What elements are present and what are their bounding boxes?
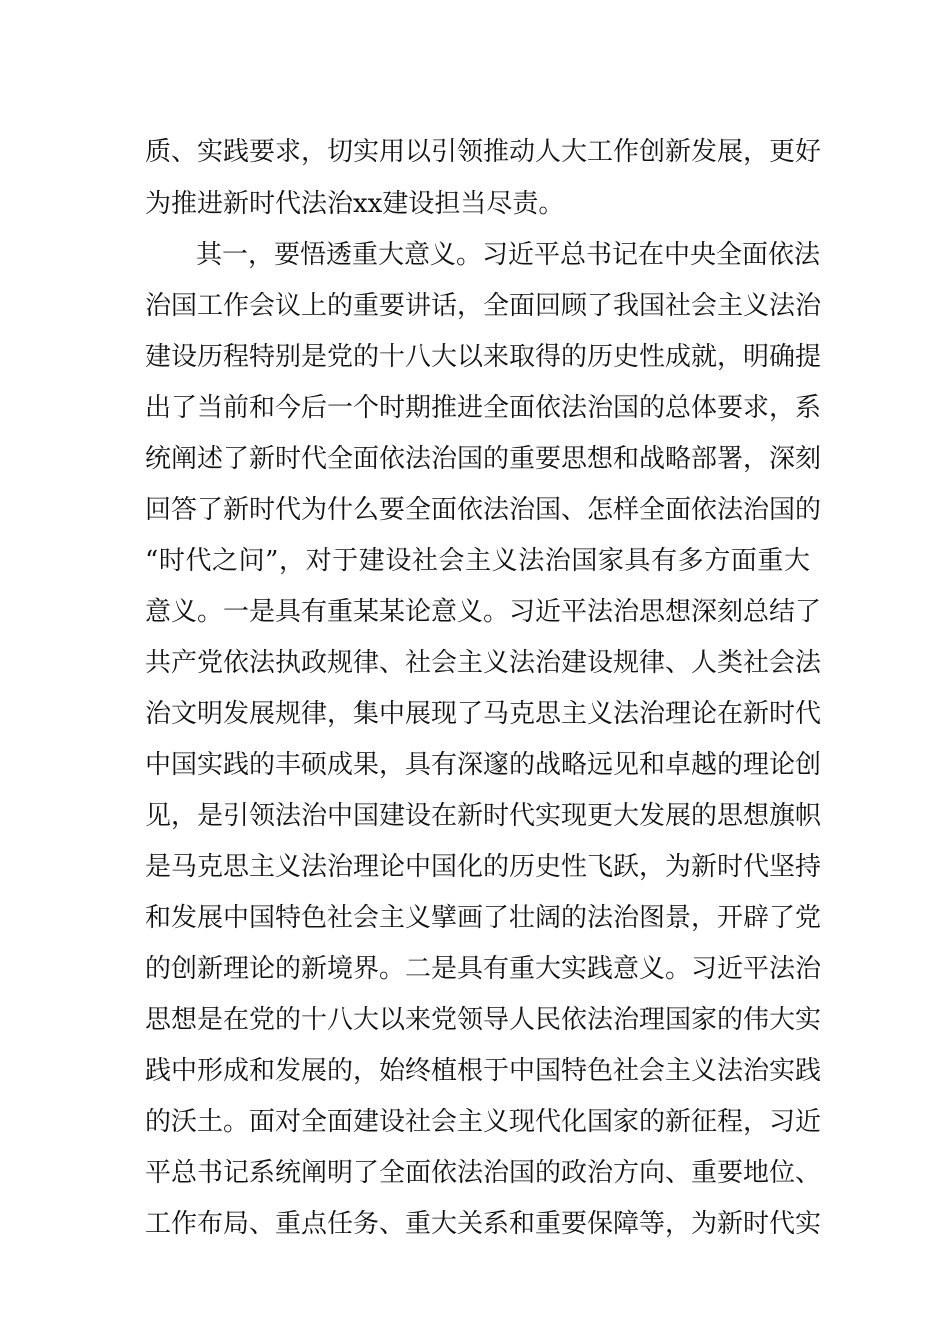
text-line: “时代之问”，对于建设社会主义法治国家具有多方面重大	[145, 546, 810, 576]
text-line: 建设历程特别是党的十八大以来取得的历史性成就，明确提	[145, 342, 822, 372]
text-line: 见，是引领法治中国建设在新时代实现更大发展的思想旗帜	[145, 801, 822, 831]
text-line: 中国实践的丰硕成果，具有深邃的战略远见和卓越的理论创	[145, 750, 822, 780]
text-line: 统阐述了新时代全面依法治国的重要思想和战略部署，深刻	[145, 444, 822, 474]
paragraph-first-line: 其一，要悟透重大意义。习近平总书记在中央全面依法	[196, 240, 821, 270]
text-line: 共产党依法执政规律、社会主义法治建设规律、人类社会法	[145, 648, 822, 678]
text-line: 治文明发展规律，集中展现了马克思主义法治理论在新时代	[145, 699, 822, 729]
text-line: 平总书记系统阐明了全面依法治国的政治方向、重要地位、	[145, 1158, 822, 1188]
text-line: 和发展中国特色社会主义擘画了壮阔的法治图景，开辟了党	[145, 903, 822, 933]
text-line: 出了当前和今后一个时期推进全面依法治国的总体要求，系	[145, 393, 822, 423]
text-line: 思想是在党的十八大以来党领导人民依法治理国家的伟大实	[145, 1005, 822, 1035]
text-line: 是马克思主义法治理论中国化的历史性飞跃，为新时代坚持	[145, 852, 822, 882]
text-line: 质、实践要求，切实用以引领推动人大工作创新发展，更好	[145, 137, 822, 167]
text-line: 的沃土。面对全面建设社会主义现代化国家的新征程，习近	[145, 1107, 822, 1137]
text-line: 治国工作会议上的重要讲话，全面回顾了我国社会主义法治	[145, 291, 822, 321]
text-line: 践中形成和发展的，始终植根于中国特色社会主义法治实践	[145, 1056, 822, 1086]
text-line: 的创新理论的新境界。二是具有重大实践意义。习近平法治	[145, 954, 822, 984]
text-line: 回答了新时代为什么要全面依法治国、怎样全面依法治国的	[145, 495, 822, 525]
text-line: 为推进新时代法治xx建设担当尽责。	[145, 189, 565, 219]
text-line: 意义。一是具有重某某论意义。习近平法治思想深刻总结了	[145, 597, 822, 627]
text-line: 工作布局、重点任务、重大关系和重要保障等，为新时代实	[145, 1209, 822, 1239]
